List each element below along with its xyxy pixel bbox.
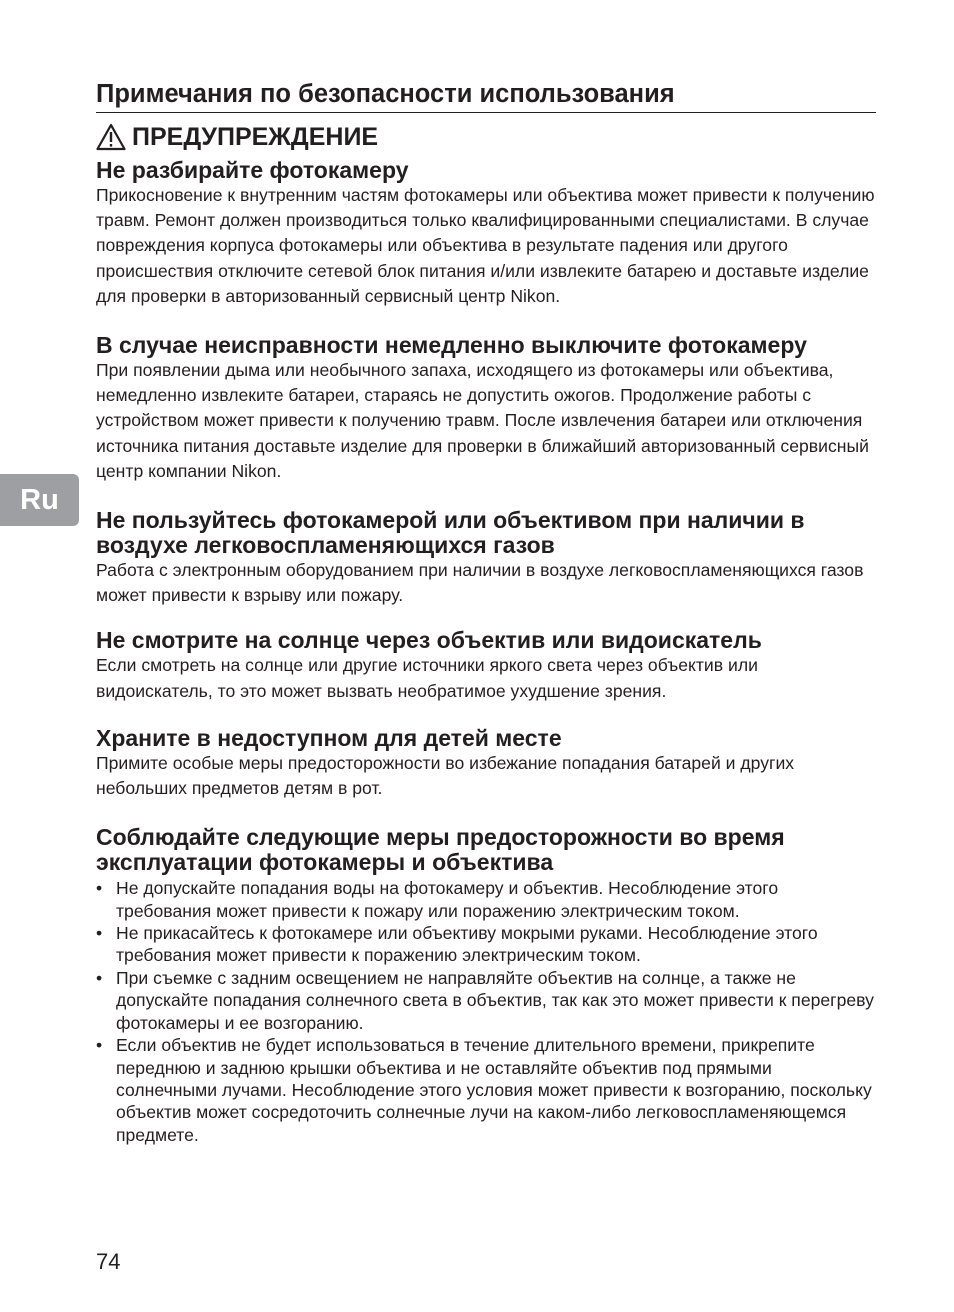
- section-heading: Храните в недоступном для детей месте: [96, 724, 562, 751]
- bullet-marker: •: [96, 1035, 103, 1056]
- title-divider: [96, 112, 876, 113]
- warning-label: ПРЕДУПРЕЖДЕНИЕ: [132, 122, 379, 151]
- section-flammable-gas: [96, 508, 876, 608]
- precautions-list: [96, 877, 876, 1146]
- section-body: Если смотреть на солнце или другие источники яркого света через объектив или видоискатель, то это может вызвать необратимое ухудшение зрения.: [96, 655, 758, 701]
- section-malfunction: [96, 333, 876, 484]
- section-heading: Не смотрите на солнце через объектив или видоискатель: [96, 627, 762, 654]
- bullet-marker: •: [96, 923, 103, 944]
- list-item-text: Не прикасайтесь к фотокамере или объективу мокрыми руками. Несоблюдение этого требования может привести к поражению электрическим током.: [116, 923, 818, 966]
- page-number: 74: [96, 1249, 121, 1274]
- language-tab: Ru: [0, 474, 79, 526]
- safety-sections: [96, 154, 876, 1146]
- section-children: [96, 726, 876, 801]
- section-body: Работа с электронным оборудованием при наличии в воздухе легковоспламеняющихся газов может привести к взрыву или пожару.: [96, 560, 864, 606]
- section-precautions: [96, 825, 876, 1146]
- section-body: Прикосновение к внутренним частям фотокамеры или объектива может привести к получению травм. Ремонт должен производиться только квалифицированными специалистами. В случае повреждения корпуса фотокамеры или объектива в результате падения или другого происшествия отключите сетевой блок питания и/или извлеките батарею и доставьте изделие для проверки в авторизованный сервисный центр Nikon.: [96, 185, 875, 306]
- bullet-marker: •: [96, 878, 103, 899]
- section-heading: В случае неисправности немедленно выключите фотокамеру: [96, 332, 807, 359]
- bullet-marker: •: [96, 967, 103, 988]
- list-item-text: При съемке с задним освещением не направляйте объектив на солнце, а также не допускайте попадания солнечного света в объектив, так как это может привести к перегреву фотокамеры и ее возгоранию.: [116, 967, 874, 1033]
- section-disassembly: [96, 158, 876, 309]
- list-item: [96, 922, 876, 967]
- list-item: [96, 877, 876, 922]
- section-heading: Соблюдайте следующие меры предосторожности во время эксплуатации фотокамеры и объектива: [96, 824, 785, 876]
- warning-heading: [96, 120, 378, 154]
- section-body: При появлении дыма или необычного запаха, исходящего из фотокамеры или объектива, немедленно извлеките батареи, стараясь не допустить ожогов. Продолжение работы с устройством может привести к получению травм. После извлечения батареи или отключения источника питания доставьте изделие для проверки в ближайший авторизованный сервисный центр компании Nikon.: [96, 360, 869, 481]
- list-item-text: Не допускайте попадания воды на фотокамеру и объектив. Несоблюдение этого требования может привести к пожару или поражению электрическим током.: [116, 878, 779, 921]
- list-item: [96, 1034, 876, 1146]
- list-item-text: Если объектив не будет использоваться в течение длительного времени, прикрепите переднюю и заднюю крышки объектива и не оставляйте объектив под прямыми солнечными лучами. Несоблюдение этого условия может привести к возгоранию, поскольку объектив может сосредоточить солнечные лучи на каком-либо легковоспламеняющемся предмете.: [116, 1035, 872, 1145]
- section-sun: [96, 628, 876, 703]
- section-heading: Не пользуйтесь фотокамерой или объективом при наличии в воздухе легковоспламеняющихся газов: [96, 507, 805, 559]
- page-title: Примечания по безопасности использования: [96, 80, 675, 108]
- section-heading: Не разбирайте фотокамеру: [96, 157, 409, 183]
- warning-triangle-icon: [96, 123, 126, 151]
- list-item: [96, 967, 876, 1034]
- section-body: Примите особые меры предосторожности во избежание попадания батарей и других небольших предметов детям в рот.: [96, 752, 795, 799]
